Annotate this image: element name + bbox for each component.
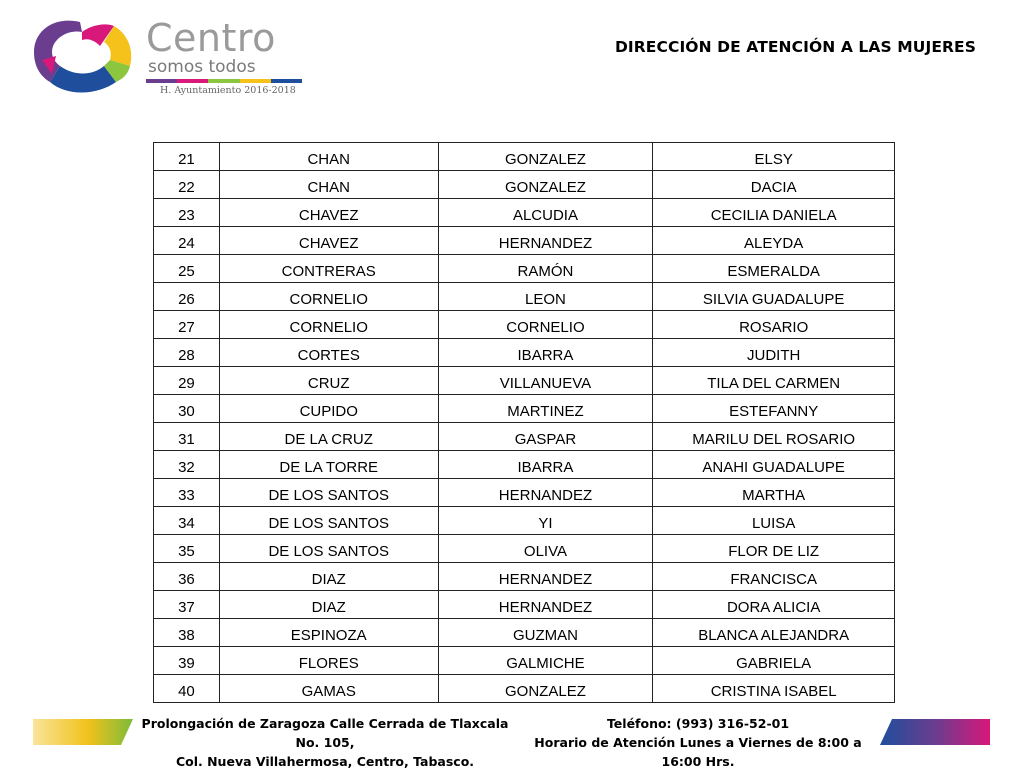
cell-given-names: TILA DEL CARMEN	[653, 367, 895, 395]
cell-given-names: FRANCISCA	[653, 563, 895, 591]
cell-given-names: FLOR DE LIZ	[653, 535, 895, 563]
cell-paternal-surname: CHAN	[219, 143, 438, 171]
cell-given-names: DORA ALICIA	[653, 591, 895, 619]
cell-given-names: BLANCA ALEJANDRA	[653, 619, 895, 647]
cell-paternal-surname: CUPIDO	[219, 395, 438, 423]
table-row	[154, 451, 895, 479]
cell-maternal-surname: CORNELIO	[438, 311, 653, 339]
table-row	[154, 143, 895, 171]
cell-paternal-surname: CHAVEZ	[219, 227, 438, 255]
cell-paternal-surname: CORNELIO	[219, 311, 438, 339]
table-row	[154, 395, 895, 423]
footer-phone: Teléfono: (993) 316-52-01	[606, 716, 790, 731]
table-row	[154, 647, 895, 675]
table-row	[154, 563, 895, 591]
cell-paternal-surname: DIAZ	[219, 591, 438, 619]
cell-given-names: GABRIELA	[653, 647, 895, 675]
table-row	[154, 479, 895, 507]
page-title: DIRECCIÓN DE ATENCIÓN A LAS MUJERES	[614, 38, 976, 56]
footer-right-stripe-icon	[880, 719, 990, 745]
cell-paternal-surname: DIAZ	[219, 563, 438, 591]
brand-wordmark: Centro	[146, 16, 276, 60]
table-row	[154, 283, 895, 311]
cell-row-number: 28	[154, 339, 220, 367]
brand-subtitle: H. Ayuntamiento 2016-2018	[160, 85, 296, 96]
cell-paternal-surname: ESPINOZA	[219, 619, 438, 647]
cell-given-names: ELSY	[653, 143, 895, 171]
brand-tagline: somos todos	[148, 57, 256, 77]
brand-block	[146, 18, 302, 96]
cell-given-names: ALEYDA	[653, 227, 895, 255]
cell-row-number: 22	[154, 171, 220, 199]
table-row	[154, 339, 895, 367]
cell-paternal-surname: FLORES	[219, 647, 438, 675]
cell-maternal-surname: IBARRA	[438, 339, 653, 367]
table-row	[154, 507, 895, 535]
cell-paternal-surname: DE LOS SANTOS	[219, 479, 438, 507]
roster-table-body	[154, 143, 895, 703]
cell-paternal-surname: CORTES	[219, 339, 438, 367]
cell-maternal-surname: LEON	[438, 283, 653, 311]
cell-paternal-surname: CORNELIO	[219, 283, 438, 311]
cell-given-names: ESTEFANNY	[653, 395, 895, 423]
cell-maternal-surname: VILLANUEVA	[438, 367, 653, 395]
cell-row-number: 27	[154, 311, 220, 339]
cell-paternal-surname: CONTRERAS	[219, 255, 438, 283]
cell-paternal-surname: DE LA CRUZ	[219, 423, 438, 451]
cell-given-names: MARILU DEL ROSARIO	[653, 423, 895, 451]
cell-maternal-surname: HERNANDEZ	[438, 479, 653, 507]
table-row	[154, 199, 895, 227]
cell-maternal-surname: GONZALEZ	[438, 675, 653, 703]
centro-logo-icon	[30, 16, 135, 94]
table-row	[154, 311, 895, 339]
cell-paternal-surname: CHAVEZ	[219, 199, 438, 227]
cell-maternal-surname: ALCUDIA	[438, 199, 653, 227]
table-row	[154, 591, 895, 619]
footer-address	[140, 714, 510, 771]
footer-hours: Horario de Atención Lunes a Viernes de 8:00 a 16:00 Hrs.	[534, 735, 862, 769]
table-row	[154, 255, 895, 283]
cell-given-names: ROSARIO	[653, 311, 895, 339]
cell-row-number: 37	[154, 591, 220, 619]
cell-row-number: 34	[154, 507, 220, 535]
cell-row-number: 40	[154, 675, 220, 703]
cell-maternal-surname: GONZALEZ	[438, 143, 653, 171]
cell-given-names: LUISA	[653, 507, 895, 535]
roster-table	[153, 142, 895, 703]
table-row	[154, 535, 895, 563]
cell-maternal-surname: YI	[438, 507, 653, 535]
footer-contact	[516, 714, 880, 771]
cell-maternal-surname: MARTINEZ	[438, 395, 653, 423]
table-row	[154, 171, 895, 199]
table-row	[154, 367, 895, 395]
table-row	[154, 227, 895, 255]
cell-given-names: JUDITH	[653, 339, 895, 367]
cell-given-names: CRISTINA ISABEL	[653, 675, 895, 703]
cell-given-names: DACIA	[653, 171, 895, 199]
cell-maternal-surname: HERNANDEZ	[438, 563, 653, 591]
cell-row-number: 33	[154, 479, 220, 507]
cell-maternal-surname: HERNANDEZ	[438, 591, 653, 619]
cell-maternal-surname: GALMICHE	[438, 647, 653, 675]
cell-paternal-surname: DE LOS SANTOS	[219, 535, 438, 563]
cell-row-number: 29	[154, 367, 220, 395]
cell-row-number: 38	[154, 619, 220, 647]
table-row	[154, 619, 895, 647]
cell-given-names: SILVIA GUADALUPE	[653, 283, 895, 311]
cell-paternal-surname: DE LA TORRE	[219, 451, 438, 479]
cell-row-number: 35	[154, 535, 220, 563]
cell-paternal-surname: CRUZ	[219, 367, 438, 395]
table-row	[154, 675, 895, 703]
cell-row-number: 24	[154, 227, 220, 255]
cell-maternal-surname: OLIVA	[438, 535, 653, 563]
footer-address-line1: Prolongación de Zaragoza Calle Cerrada de Tlaxcala No. 105,	[141, 716, 509, 750]
cell-row-number: 36	[154, 563, 220, 591]
cell-paternal-surname: GAMAS	[219, 675, 438, 703]
footer-address-line2: Col. Nueva Villahermosa, Centro, Tabasco.	[175, 754, 475, 769]
cell-row-number: 23	[154, 199, 220, 227]
cell-row-number: 25	[154, 255, 220, 283]
cell-maternal-surname: GASPAR	[438, 423, 653, 451]
cell-row-number: 39	[154, 647, 220, 675]
cell-maternal-surname: RAMÓN	[438, 255, 653, 283]
cell-given-names: ANAHI GUADALUPE	[653, 451, 895, 479]
table-row	[154, 423, 895, 451]
cell-given-names: ESMERALDA	[653, 255, 895, 283]
cell-maternal-surname: HERNANDEZ	[438, 227, 653, 255]
cell-paternal-surname: CHAN	[219, 171, 438, 199]
cell-row-number: 30	[154, 395, 220, 423]
cell-row-number: 26	[154, 283, 220, 311]
cell-maternal-surname: GONZALEZ	[438, 171, 653, 199]
brand-color-bar	[146, 79, 302, 83]
footer-left-stripe-icon	[33, 719, 133, 745]
cell-row-number: 32	[154, 451, 220, 479]
cell-paternal-surname: DE LOS SANTOS	[219, 507, 438, 535]
cell-maternal-surname: GUZMAN	[438, 619, 653, 647]
cell-maternal-surname: IBARRA	[438, 451, 653, 479]
cell-given-names: CECILIA DANIELA	[653, 199, 895, 227]
cell-row-number: 21	[154, 143, 220, 171]
cell-given-names: MARTHA	[653, 479, 895, 507]
cell-row-number: 31	[154, 423, 220, 451]
